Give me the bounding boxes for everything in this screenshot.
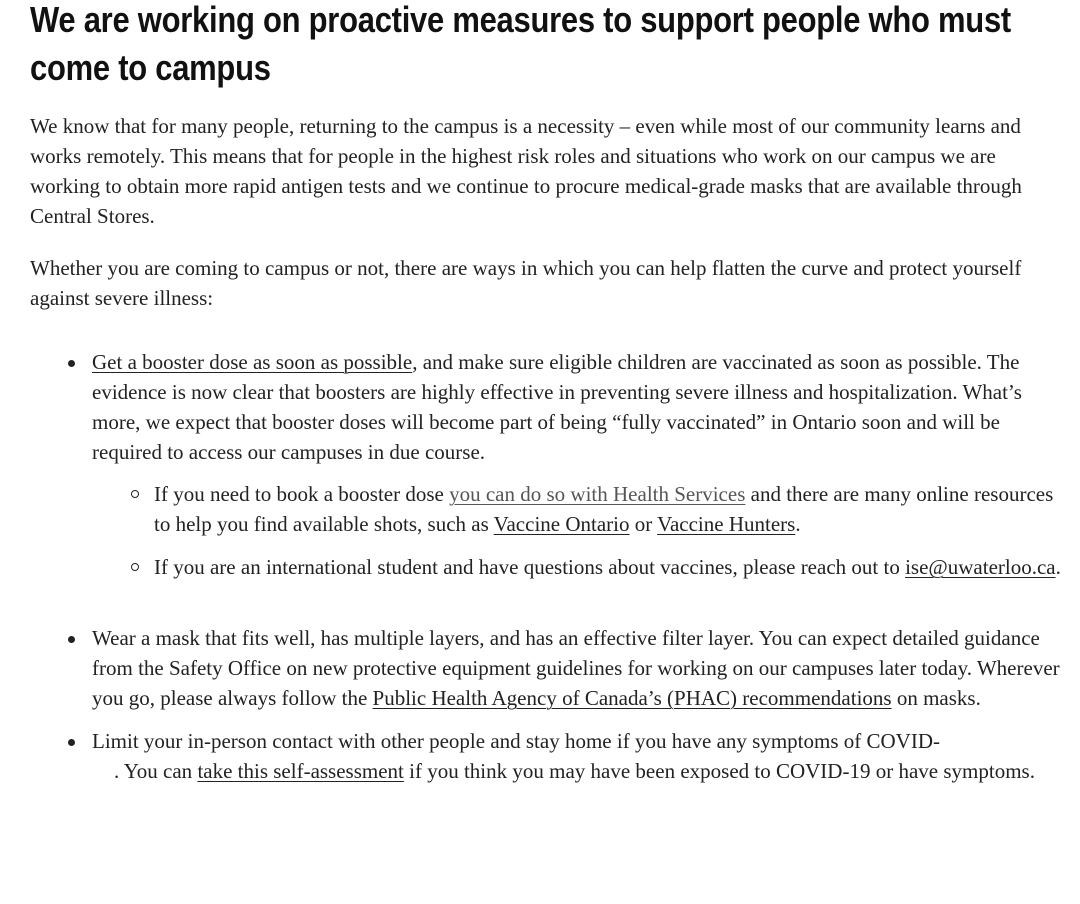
vaccine-hunters-link[interactable]: Vaccine Hunters [657, 512, 796, 536]
international-text: If you are an international student and have questions about vaccines, please reach out to [154, 555, 906, 579]
list-item-limit-contact [30, 726, 1070, 786]
booster-sublist [92, 479, 1070, 582]
you-can-text: . You can [114, 759, 198, 783]
on-masks-text: on masks. [891, 686, 981, 710]
period-text: . [1055, 555, 1061, 579]
section-heading: We are working on proactive measures to support people who must come to campus [30, 0, 1011, 88]
resources-text: and there are many online resources to help you find available shots, such as [154, 482, 1054, 536]
recommendations-list [30, 347, 1070, 786]
sublist-item-international [92, 552, 1070, 582]
intro-paragraph: We know that for many people, returning to the campus is a necessity – even while most of our community learns and works remotely. This means that for people in the highest risk roles and situations who work on our campus we are working to obtain more rapid antigen tests and we continue to procure medical-grade masks that are available through Central Stores. [30, 114, 1022, 228]
limit-contact-text: Limit your in-person contact with other people and stay home if you have any symptoms of COVID- [92, 729, 940, 753]
or-text: or [629, 512, 658, 536]
exposed-text: if you think you may have been exposed to COVID-19 or have symptoms. [403, 759, 1035, 783]
mask-text: Wear a mask that fits well, has multiple layers, and has an effective filter layer. You can expect detailed guidance from the Safety Office on new protective equipment guidelines for working on our campuses later today. Wherever you go, please always follow the [92, 626, 1060, 710]
ways-paragraph: Whether you are coming to campus or not, there are ways in which you can help flatten the curve and protect yourself against severe illness: [30, 256, 1022, 310]
phac-recommendations-link[interactable]: Public Health Agency of Canada’s (PHAC) recommendations [372, 686, 892, 710]
vaccine-ontario-link[interactable]: Vaccine Ontario [493, 512, 630, 536]
period-text: . [795, 512, 801, 536]
list-item-booster [30, 347, 1070, 582]
booster-link[interactable]: Get a booster dose as soon as possible [92, 350, 413, 374]
article [30, 0, 1070, 786]
health-services-link[interactable]: you can do so with Health Services [449, 482, 746, 506]
list-item-mask [30, 623, 1070, 713]
sublist-item-book-booster [92, 479, 1070, 539]
self-assessment-link[interactable]: take this self-assessment [197, 759, 404, 783]
booster-text: , and make sure eligible children are vaccinated as soon as possible. The evidence is now clear that boosters are highly effective in preventing severe illness and hospitalization. What’s more, we expect that booster doses will become part of being “fully vaccinated” in Ontario soon and will be required to access our campuses in due course. [92, 350, 1022, 464]
ise-email-link[interactable]: ise@uwaterloo.ca [905, 555, 1056, 579]
book-booster-text: If you need to book a booster dose [154, 482, 450, 506]
